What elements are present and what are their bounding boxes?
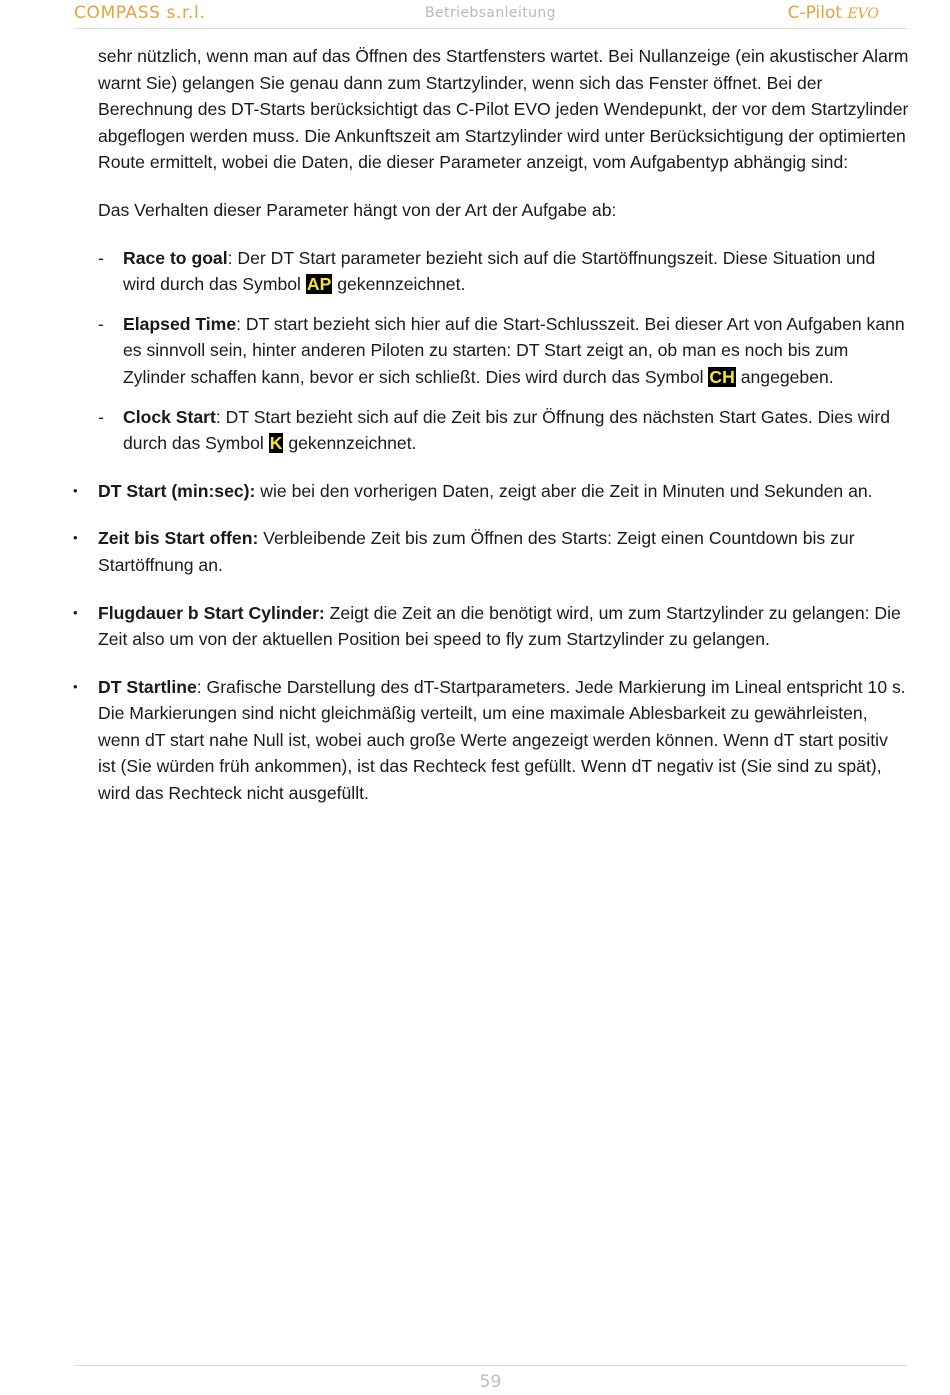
bullet-text: Zeigt die Zeit an die benötigt wird, um zum Startzylinder zu gelangen: Die Zeit also um von der aktuellen Position bei speed to fly zum Startzylinder zu gelangen. [98, 602, 901, 650]
task-type-item [98, 404, 910, 457]
task-type-text-end: gekennzeichnet. [332, 274, 466, 295]
bullet-item [73, 525, 910, 578]
task-type-term: Elapsed Time [123, 313, 237, 334]
bullet-term: Flugdauer b Start Cylinder: [98, 602, 325, 623]
symbol-badge: K [269, 433, 283, 454]
symbol-badge: AP [306, 274, 332, 295]
intro-paragraph: sehr nützlich, wenn man auf das Öffnen des Startfensters wartet. Bei Nullanzeige (ein akustischer Alarm warnt Sie) gelangen Sie genau dann zum Startzylinder, wenn sich das Fenster öffnet. Bei der Berechnung des DT-Starts berücksichtigt das C-Pilot EVO jeden Wendepunkt, der vor dem Startzylinder abgeflogen werden muss. Die Ankunftszeit am Startzylinder wird unter Berücksichtigung der optimierten Route ermittelt, wobei die Daten, die dieser Parameter anzeigt, vom Aufgabentyp abhängig sind: [98, 46, 909, 173]
symbol-badge: CH [709, 366, 735, 387]
behaviour-paragraph: Das Verhalten dieser Parameter hängt von der Art der Aufgabe ab: [98, 199, 617, 220]
dash-marker: - [98, 247, 104, 268]
task-type-text: : DT Start bezieht sich auf die Zeit bis zur Öffnung des nächsten Start Gates. Dies wird durch das Symbol [123, 406, 890, 454]
bullet-term: DT Start (min:sec): [98, 480, 256, 501]
page-number: 59 [479, 1372, 502, 1392]
bullet-item [73, 478, 910, 505]
page-header [74, 0, 907, 29]
task-type-text: : Der DT Start parameter bezieht sich auf die Startöffnungszeit. Diese Situation und wird durch das Symbol [123, 247, 876, 295]
task-type-term: Race to goal [123, 247, 228, 268]
bullet-marker: • [73, 530, 78, 546]
bullet-text: wie bei den vorherigen Daten, zeigt aber die Zeit in Minuten und Sekunden an. [255, 480, 873, 501]
task-type-text-end: gekennzeichnet. [283, 433, 417, 454]
task-type-item [98, 245, 910, 298]
bullet-item [73, 600, 910, 653]
company-name: COMPASS s.r.l. [74, 3, 206, 23]
bullet-text: Verbleibende Zeit bis zum Öffnen des Starts: Zeigt einen Countdown bis zur Startöffnung an. [98, 528, 855, 575]
page-body [73, 43, 910, 807]
dash-marker: - [98, 406, 104, 427]
document-title: Betriebsanleitung [425, 5, 556, 21]
product-name [788, 3, 879, 23]
task-type-text: : DT start bezieht sich hier auf die Start-Schlusszeit. Bei dieser Art von Aufgaben kann es sinnvoll sein, hinter anderen Piloten zu starten: DT Start zeigt an, ob man es noch bis zum Zylinder schaffen kann, bevor er sich schließt. Dies wird durch das Symbol [123, 313, 905, 387]
bullet-marker: • [73, 604, 78, 620]
bullet-item [73, 674, 910, 807]
dash-marker: - [98, 313, 104, 334]
product-label: C-Pilot [787, 3, 843, 23]
bullet-term: Zeit bis Start offen: [98, 528, 259, 549]
task-type-term: Clock Start [123, 406, 216, 427]
page-footer [74, 1365, 907, 1394]
task-type-text-end: angegeben. [735, 366, 834, 387]
bullet-term: DT Startline [98, 676, 197, 697]
task-type-item [98, 311, 910, 391]
bullet-text: : Grafische Darstellung des dT-Startparameters. Jede Markierung im Lineal entspricht 10 s. Die Markierungen sind nicht gleichmäßig verteilt, um eine maximale Ablesbarkeit zu gewährleisten, wenn dT start nahe Null ist, wobei auch große Werte angezeigt werden können. Wenn dT start positiv ist (Sie würden früh ankommen), ist das Rechteck fest gefüllt. Wenn dT negativ ist (Sie sind zu spät), wird das Rechteck nicht ausgefüllt. [98, 676, 906, 804]
product-suffix: EVO [847, 6, 879, 22]
bullet-marker: • [73, 482, 78, 498]
bullet-marker: • [73, 678, 78, 694]
